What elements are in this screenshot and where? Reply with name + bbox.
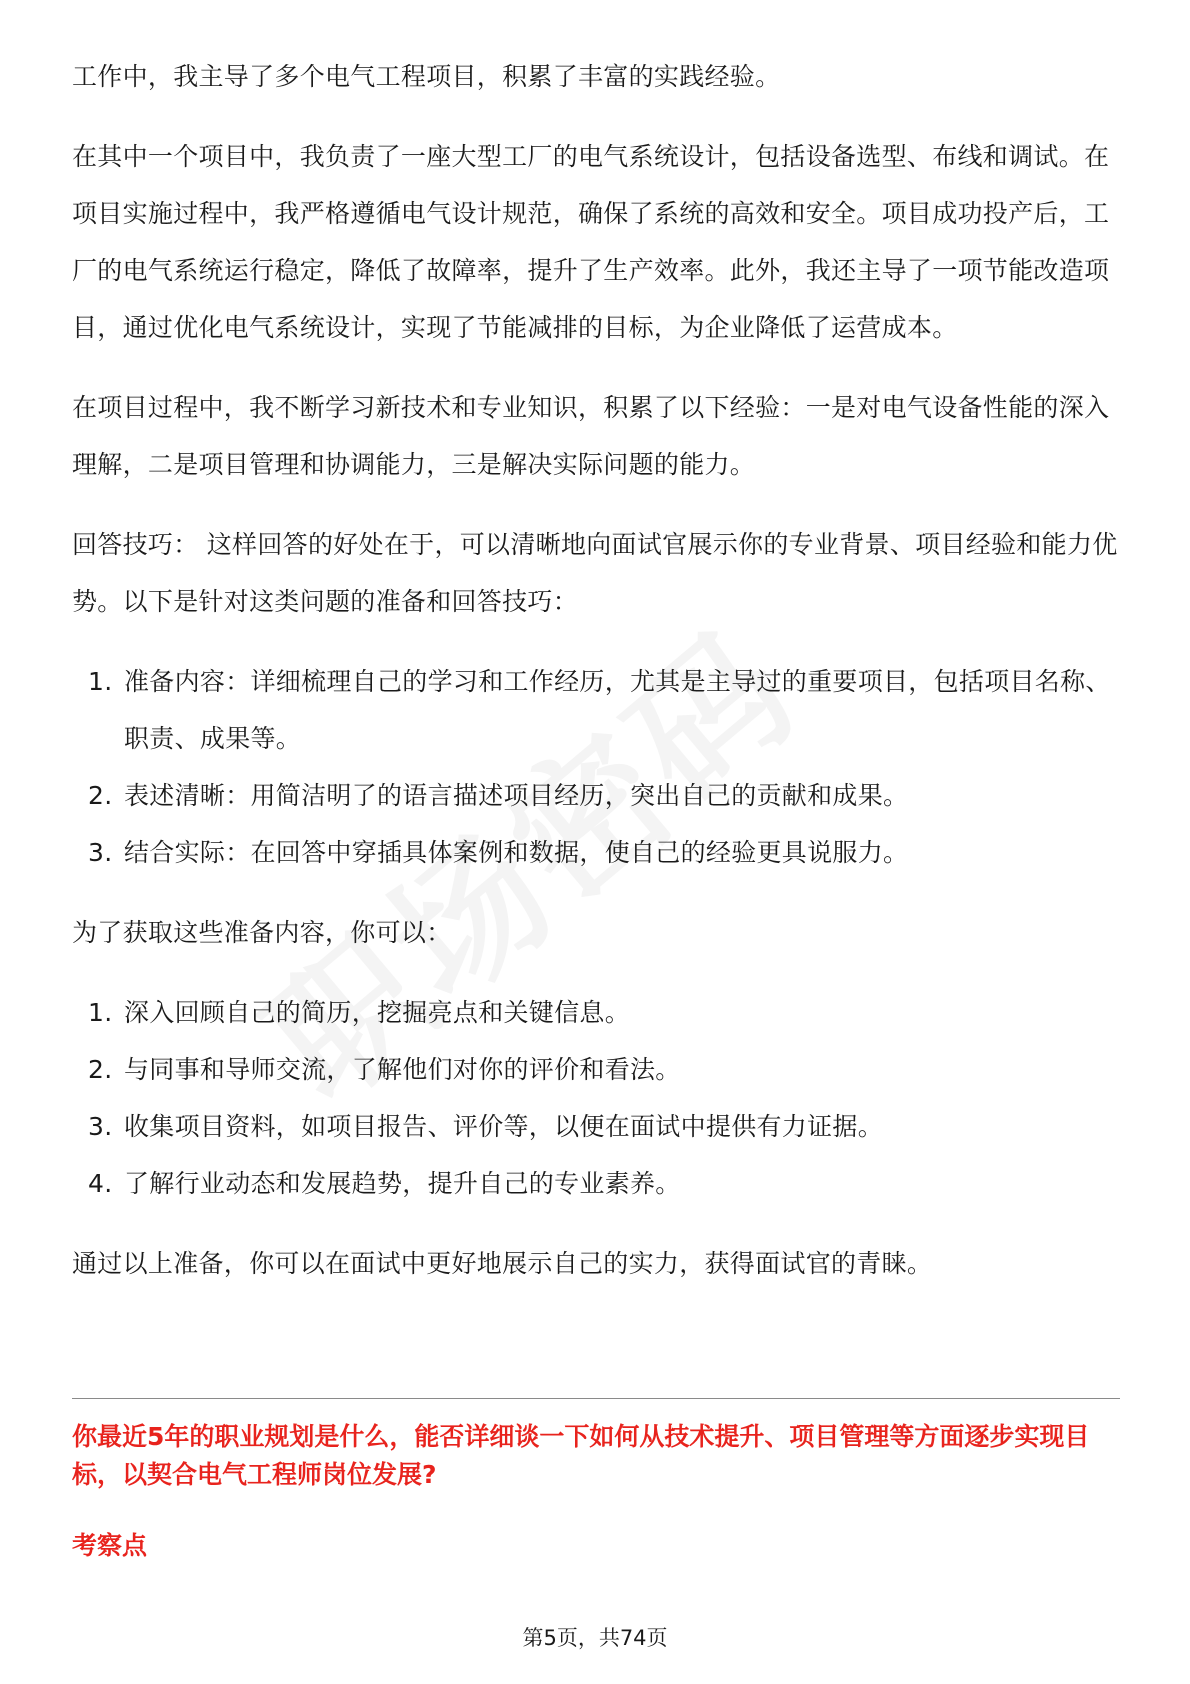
paragraph-closing: 通过以上准备，你可以在面试中更好地展示自己的实力，获得面试官的青睐。 xyxy=(72,1249,933,1278)
list-item xyxy=(72,1155,1120,1212)
next-question-heading: 你最近5年的职业规划是什么，能否详细谈一下如何从技术提升、项目管理等方面逐步实现目标，以契合电气工程师岗位发展? xyxy=(72,1422,1090,1489)
prep-list xyxy=(72,984,1120,1212)
page-content xyxy=(72,48,1120,1315)
list-text: 表述清晰：用简洁明了的语言描述项目经历，突出自己的贡献和成果。 xyxy=(124,781,909,810)
list-text: 准备内容：详细梳理自己的学习和工作经历，尤其是主导过的重要项目，包括项目名称、职责、成果等。 xyxy=(124,667,1111,753)
page-number-footer: 第5页，共74页 xyxy=(522,1626,668,1650)
paragraph-intro: 工作中，我主导了多个电气工程项目，积累了丰富的实践经验。 xyxy=(72,62,781,91)
list-text: 结合实际：在回答中穿插具体案例和数据，使自己的经验更具说服力。 xyxy=(124,838,909,867)
list-number: 1. xyxy=(88,667,113,696)
list-number: 4. xyxy=(88,1169,113,1198)
paragraph-prep-intro: 为了获取这些准备内容，你可以： xyxy=(72,918,452,947)
list-text: 了解行业动态和发展趋势，提升自己的专业素养。 xyxy=(124,1169,681,1198)
list-item xyxy=(72,824,1120,881)
paragraph-answer-tips: 回答技巧： 这样回答的好处在于，可以清晰地向面试官展示你的专业背景、项目经验和能力优势。以下是针对这类问题的准备和回答技巧： xyxy=(72,530,1118,616)
list-text: 收集项目资料，如项目报告、评价等，以便在面试中提供有力证据。 xyxy=(124,1112,884,1141)
list-number: 2. xyxy=(88,781,113,810)
list-number: 3. xyxy=(88,1112,113,1141)
list-number: 1. xyxy=(88,998,113,1027)
list-item xyxy=(72,767,1120,824)
list-item xyxy=(72,1041,1120,1098)
section-divider xyxy=(72,1398,1120,1399)
paragraph-experience: 在项目过程中，我不断学习新技术和专业知识，积累了以下经验：一是对电气设备性能的深入理解，二是项目管理和协调能力，三是解决实际问题的能力。 xyxy=(72,393,1110,479)
list-text: 深入回顾自己的简历，挖掘亮点和关键信息。 xyxy=(124,998,631,1027)
list-item xyxy=(72,1098,1120,1155)
tips-list xyxy=(72,653,1120,881)
list-number: 3. xyxy=(88,838,113,867)
paragraph-project: 在其中一个项目中，我负责了一座大型工厂的电气系统设计，包括设备选型、布线和调试。在项目实施过程中，我严格遵循电气设计规范，确保了系统的高效和安全。项目成功投产后，工厂的电气系统运行稳定，降低了故障率，提升了生产效率。此外，我还主导了一项节能改造项目，通过优化电气系统设计，实现了节能减排的目标，为企业降低了运营成本。 xyxy=(72,142,1110,342)
list-item xyxy=(72,984,1120,1041)
list-item xyxy=(72,653,1120,767)
assessment-point-label: 考察点 xyxy=(72,1531,148,1560)
list-number: 2. xyxy=(88,1055,113,1084)
list-text: 与同事和导师交流，了解他们对你的评价和看法。 xyxy=(124,1055,681,1084)
